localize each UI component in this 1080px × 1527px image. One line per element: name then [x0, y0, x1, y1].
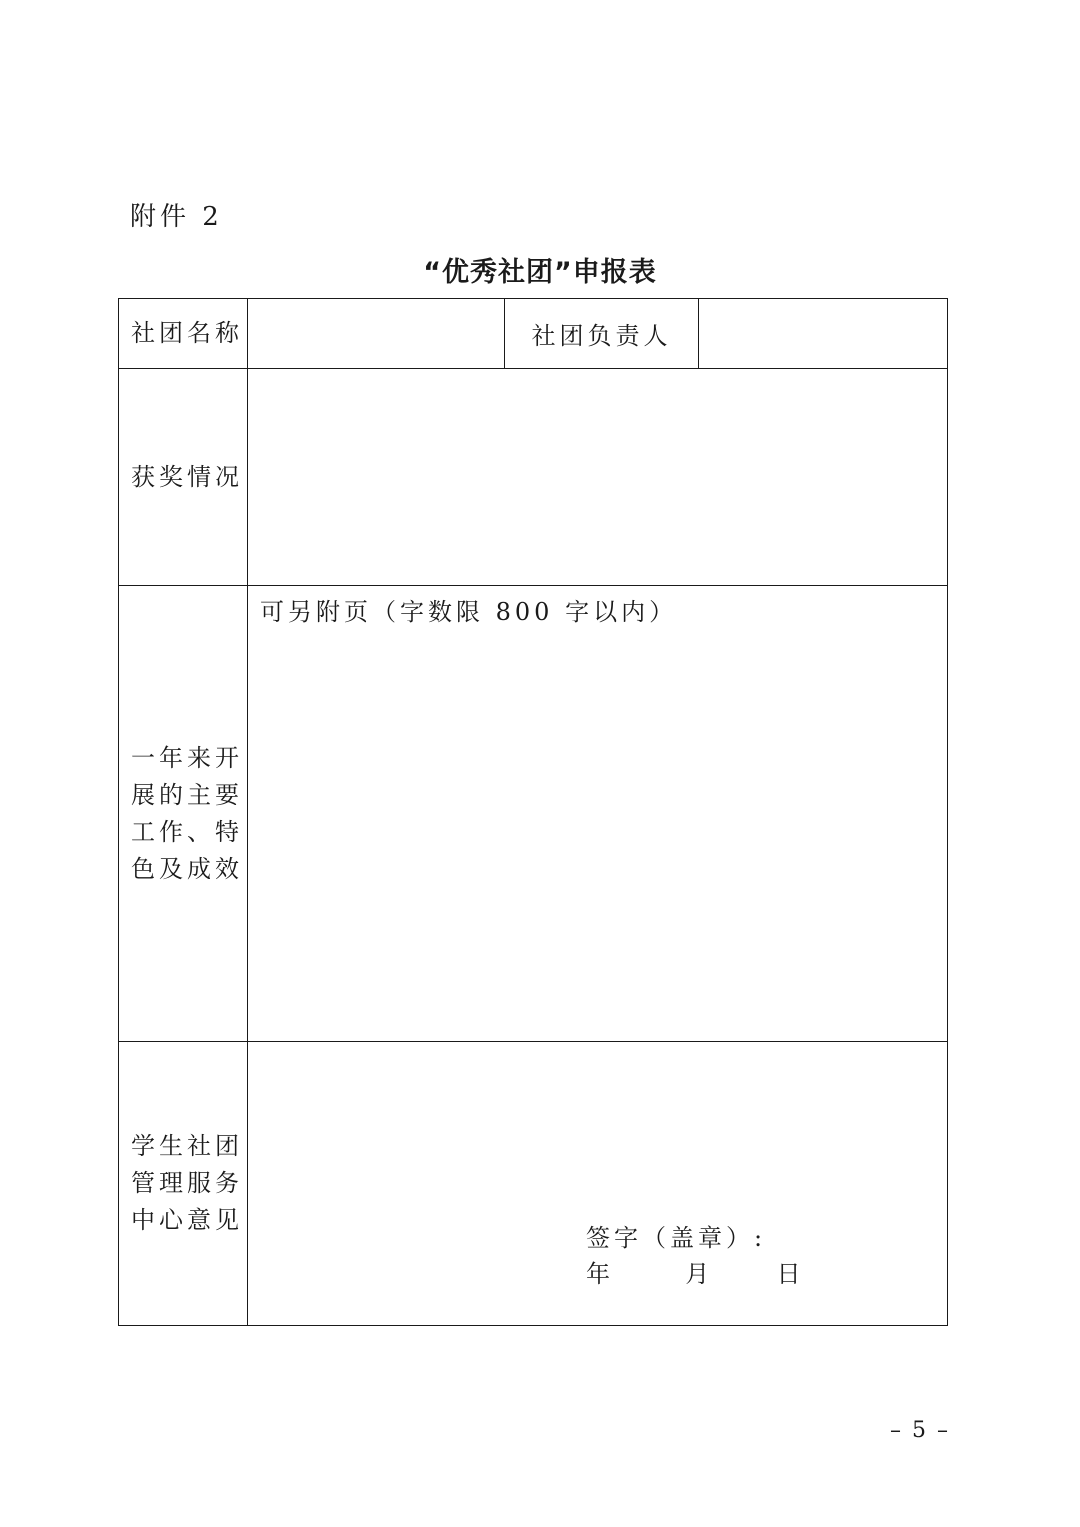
main-work-field[interactable]	[248, 586, 948, 1042]
club-leader-label: 社团负责人	[505, 299, 699, 369]
opinion-label-line: 学生社团	[131, 1132, 243, 1160]
club-leader-field[interactable]	[699, 299, 948, 369]
date-year: 年	[586, 1260, 614, 1288]
opinion-label-line: 中心意见	[131, 1206, 243, 1234]
row-basic-info	[119, 299, 948, 369]
main-work-hint: 可另附页（字数限 800 字以内）	[260, 598, 678, 626]
signature-block	[586, 1220, 805, 1292]
opinion-field[interactable]	[248, 1042, 948, 1326]
main-work-label-line: 展的主要	[131, 780, 243, 809]
date-line	[586, 1256, 805, 1292]
application-form-table	[118, 298, 948, 1326]
signature-label: 签字（盖章）:	[586, 1224, 767, 1252]
page-number: – 5 –	[890, 1418, 950, 1443]
row-main-work	[119, 586, 948, 1042]
awards-label: 获奖情况	[119, 369, 248, 586]
club-name-field[interactable]	[248, 299, 505, 369]
date-month: 月	[685, 1260, 714, 1288]
main-work-label-line: 一年来开	[131, 743, 243, 772]
form-title: “优秀社团”申报表	[423, 257, 657, 288]
date-day: 日	[776, 1260, 805, 1288]
awards-field[interactable]	[248, 369, 948, 586]
main-work-label-line: 工作、特	[131, 817, 243, 846]
opinion-label-line: 管理服务	[131, 1169, 243, 1197]
attachment-label: 附件 2	[130, 202, 223, 232]
club-name-label: 社团名称	[119, 299, 248, 369]
row-awards	[119, 369, 948, 586]
row-opinion	[119, 1042, 948, 1326]
main-work-label	[119, 586, 248, 1042]
main-work-label-line: 色及成效	[131, 854, 243, 883]
opinion-label	[119, 1042, 248, 1326]
